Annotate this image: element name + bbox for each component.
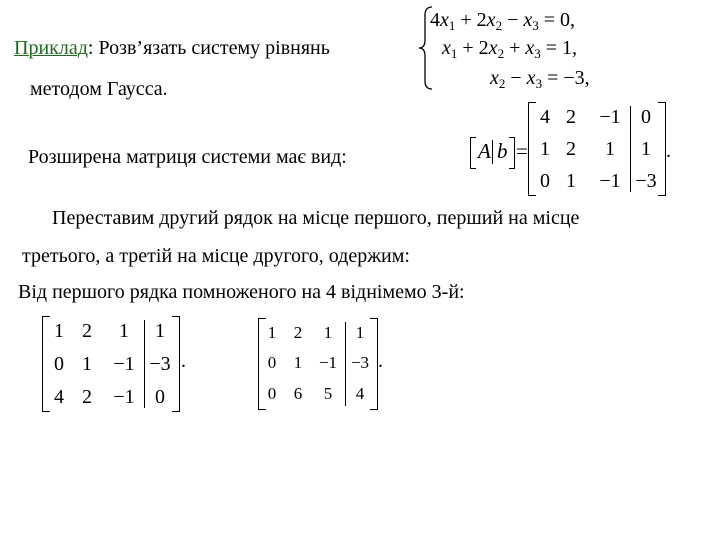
- matrix-after-swap: [42, 316, 180, 412]
- matrix-cell: 4: [540, 106, 550, 128]
- matrix-cell: 1: [605, 138, 615, 160]
- extended-matrix-label: Розширена матриця системи має вид:: [28, 146, 347, 168]
- matrix-cell: −1: [318, 353, 338, 372]
- notation-b: b: [497, 139, 508, 163]
- matrix-cell: 4: [54, 386, 64, 408]
- matrix-cell: 0: [267, 353, 277, 372]
- matrix-cell: 2: [566, 138, 576, 160]
- matrix-cell: 1: [82, 353, 92, 375]
- matrix-cell: 1: [540, 138, 550, 160]
- matrix-cell: 1: [355, 323, 365, 342]
- matrix-cell: −3: [350, 353, 370, 372]
- equation-3: $x_2 - x_3 = -3$,: [490, 67, 590, 91]
- paragraph-line-2: третього, а третій на місце другого, одержим:: [22, 245, 410, 267]
- matrix-cell: 4: [355, 384, 365, 403]
- matrix-cell: −1: [113, 353, 135, 375]
- matrix-cell: 1: [119, 320, 129, 342]
- matrix-cell: 0: [540, 170, 550, 192]
- notation-left-bracket: [470, 137, 476, 169]
- matrix-cell: 0: [641, 106, 651, 128]
- matrix-after-swap-period: .: [181, 350, 186, 372]
- example-task: : Розв’язать систему рівнянь: [87, 37, 330, 59]
- augment-separator: [345, 322, 346, 406]
- equals-sign: =: [516, 139, 528, 163]
- matrix-after-subtraction-period: .: [378, 350, 383, 372]
- matrix-cell: −3: [149, 353, 171, 375]
- matrix-cell: 2: [293, 323, 303, 342]
- matrix-cell: −3: [635, 170, 657, 192]
- equation-1: $4x_1 + 2x_2 - x_3 = 0$,: [430, 9, 576, 33]
- matrix-cell: −1: [599, 106, 621, 128]
- method-line: методом Гаусса.: [30, 78, 168, 100]
- matrix-cell: 2: [82, 320, 92, 342]
- notation-separator: [492, 140, 493, 164]
- augment-separator: [630, 106, 631, 192]
- notation-a: A: [478, 139, 491, 163]
- matrix-cell: 2: [82, 386, 92, 408]
- matrix-cell: 1: [323, 323, 333, 342]
- matrix-cell: 0: [267, 384, 277, 403]
- matrix-cell: −1: [113, 386, 135, 408]
- augment-separator: [144, 320, 145, 408]
- paragraph-line-1: Переставим другий рядок на місце першого, перший на місце: [52, 207, 580, 229]
- equation-system: [418, 4, 618, 92]
- matrix-cell: 1: [155, 320, 165, 342]
- matrix-cell: 2: [566, 106, 576, 128]
- equation-2: $x_1 + 2x_2 + x_3 = 1$,: [442, 37, 578, 61]
- matrix-cell: 0: [155, 386, 165, 408]
- matrix-cell: 6: [293, 384, 303, 403]
- matrix-cell: 1: [641, 138, 651, 160]
- matrix-cell: −1: [599, 170, 621, 192]
- matrix-cell: 1: [267, 323, 277, 342]
- extended-matrix: [528, 102, 666, 196]
- matrix-cell: 1: [293, 353, 303, 372]
- example-heading: [14, 36, 330, 60]
- matrix-cell: 1: [54, 320, 64, 342]
- augmented-notation: [466, 134, 526, 170]
- matrix-cell: 1: [566, 170, 576, 192]
- extended-matrix-period: .: [666, 140, 671, 162]
- paragraph-line-3: Від першого рядка помноженого на 4 віднімемо 3-й:: [18, 281, 465, 303]
- notation-right-bracket: [509, 137, 515, 169]
- example-link[interactable]: Приклад: [14, 37, 88, 59]
- matrix-cell: 5: [323, 384, 333, 403]
- matrix-after-subtraction: [258, 318, 378, 410]
- matrix-cell: 0: [54, 353, 64, 375]
